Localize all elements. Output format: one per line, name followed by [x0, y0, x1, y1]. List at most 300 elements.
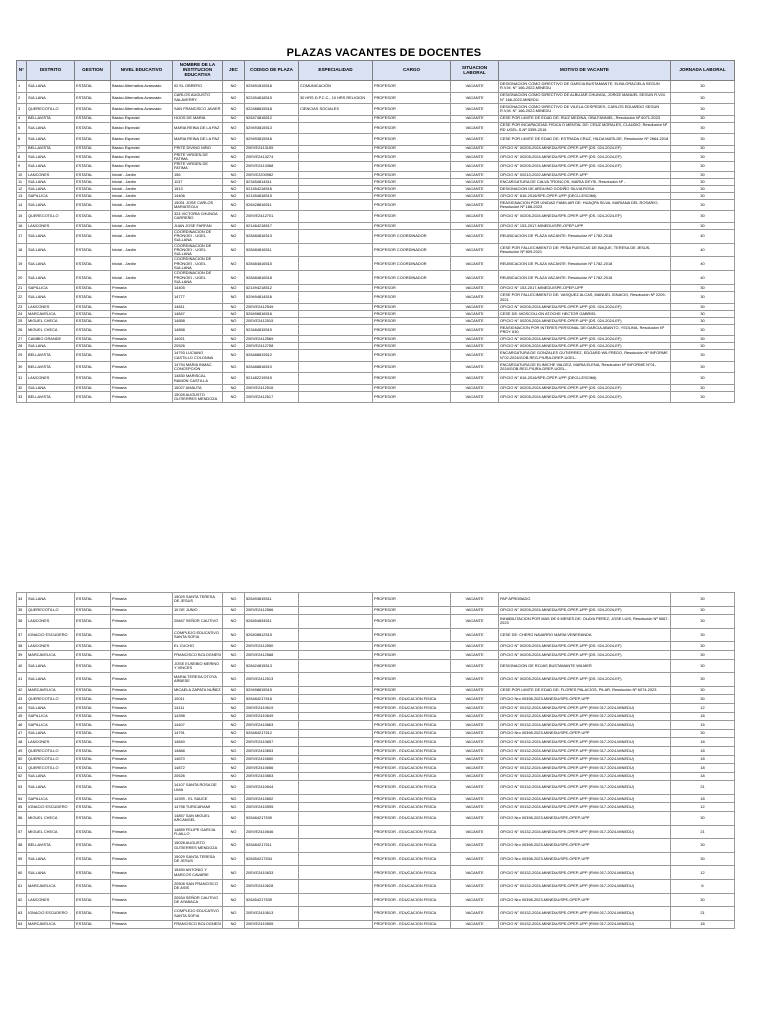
header-gestion: GESTION: [75, 61, 111, 81]
cell-nivel: Primaria: [111, 825, 173, 839]
cell-n: 9: [17, 162, 27, 172]
vacancies-table-page-1: [16, 60, 735, 403]
cell-codigo: 526493815511: [245, 593, 299, 607]
cell-motivo: REASIGNACION POR INTERES PERSONAL DE:GARCIA ABANTO, YSOLINA, Resolución Nº PROY 630: [499, 324, 671, 336]
cell-distrito: SULLANA: [27, 178, 75, 185]
cell-nivel: Primaria: [111, 893, 173, 907]
cell-motivo: OFICIO N° 00205-2024-MINEDU/SPE-OPEP-UPP (DS. 024-2024-EF): [499, 384, 671, 391]
table-row: [17, 336, 735, 343]
cell-codigo: 521454218516: [245, 185, 299, 192]
cell-institucion: 14830 MARISCAL RAMON CASTILLA: [173, 373, 223, 385]
cell-gestion: ESTATAL: [75, 738, 111, 747]
cell-jornada: 30: [671, 336, 735, 343]
cell-motivo: OFICIO N° 00205-2024-MINEDU/SPE-OPEP-UPP (DS. 024-2024-EF): [499, 152, 671, 162]
cell-n: 64: [17, 920, 27, 929]
cell-distrito: MIGUEL CHECA: [27, 812, 75, 826]
cell-motivo: OFICIO N° 00205-2024-MINEDU/SPE-OPEP-UPP (DS. 024-2024-EF): [499, 162, 671, 172]
cell-institucion: 1513: [173, 185, 223, 192]
cell-distrito: MIGUEL CHECA: [27, 317, 75, 324]
cell-institucion: SAN FRANCISCO JAVIER: [173, 104, 223, 116]
cell-gestion: ESTATAL: [75, 292, 111, 304]
cell-codigo: 20EVE2410595: [245, 803, 299, 812]
table-row: [17, 907, 735, 921]
cell-situacion: VACANTE: [451, 285, 499, 292]
cell-jornada: 18: [671, 746, 735, 755]
cell-distrito: SULLANA: [27, 852, 75, 866]
cell-motivo: REUBICACION DE PLAZA VACANTE: Resolución Nº 1782-2018: [499, 271, 671, 285]
cell-institucion: 15028 AUGUSTO GUTIERRES MENDOZA: [173, 839, 223, 853]
cell-situacion: VACANTE: [451, 271, 499, 285]
cell-distrito: QUERECOTILLO: [27, 755, 75, 764]
cell-codigo: 522454818515: [245, 92, 299, 104]
cell-institucion: 14859 FELIPE GARCIA FLAILLO: [173, 825, 223, 839]
cell-especialidad: [299, 907, 373, 921]
cell-especialidad: [299, 134, 373, 146]
cell-jornada: 40: [671, 271, 735, 285]
cell-gestion: ESTATAL: [75, 686, 111, 695]
cell-motivo: CESE DE: CHERO NAVARRO MARIA VENERANDA: [499, 628, 671, 642]
cell-n: 51: [17, 764, 27, 773]
table-row: [17, 755, 735, 764]
cell-cargo: PROFESOR - EDUCACION FISICA: [373, 721, 451, 730]
cell-jornada: 6: [671, 880, 735, 894]
cell-distrito: BELLAVISTA: [27, 391, 75, 403]
cell-jec: NO: [223, 350, 245, 362]
cell-codigo: 529493815516: [245, 134, 299, 146]
cell-situacion: VACANTE: [451, 721, 499, 730]
cell-cargo: PROFESOR: [373, 317, 451, 324]
cell-n: 6: [17, 134, 27, 146]
cell-especialidad: [299, 729, 373, 738]
cell-situacion: VACANTE: [451, 343, 499, 350]
cell-motivo: REUBICACION DE PLAZA VACANTE: Resolución Nº 1782-2018: [499, 257, 671, 271]
cell-nivel: Primaria: [111, 703, 173, 712]
cell-jornada: 18: [671, 772, 735, 781]
table-row: [17, 642, 735, 651]
cell-motivo: OFICIO N° 00132-2024-MINEDU/SPE-OPEP-UPP (RVM 017-2024-MINEDU): [499, 825, 671, 839]
cell-nivel: Primaria: [111, 755, 173, 764]
cell-cargo: PROFESOR: [373, 145, 451, 152]
cell-distrito: QUERECOTILLO: [27, 606, 75, 615]
cell-gestion: ESTATAL: [75, 781, 111, 795]
cell-especialidad: [299, 162, 373, 172]
cell-distrito: SULLANA: [27, 384, 75, 391]
table-row: [17, 145, 735, 152]
table-row: [17, 292, 735, 304]
cell-situacion: VACANTE: [451, 673, 499, 687]
cell-especialidad: [299, 391, 373, 403]
vacancies-table-page-2: [16, 592, 735, 929]
cell-codigo: 522488815518: [245, 104, 299, 116]
header-codigo: CODIGO DE PLAZA: [245, 61, 299, 81]
cell-n: 37: [17, 628, 27, 642]
cell-institucion: 14921: [173, 336, 223, 343]
cell-institucion: 20534 SEÑOR CAUTIVO DE AYABACA: [173, 893, 223, 907]
cell-codigo: 526454834511: [245, 615, 299, 629]
cell-jornada: 30: [671, 211, 735, 223]
cell-especialidad: [299, 920, 373, 929]
cell-institucion: CARLOS AUGUSTO SALAVERRY: [173, 92, 223, 104]
cell-nivel: Primaria: [111, 880, 173, 894]
cell-gestion: ESTATAL: [75, 593, 111, 607]
cell-distrito: MIGUEL CHECA: [27, 825, 75, 839]
table-row: [17, 384, 735, 391]
cell-gestion: ESTATAL: [75, 285, 111, 292]
cell-situacion: VACANTE: [451, 292, 499, 304]
table-row: [17, 721, 735, 730]
cell-cargo: PROFESOR: [373, 336, 451, 343]
cell-situacion: VACANTE: [451, 738, 499, 747]
cell-cargo: PROFESOR: [373, 650, 451, 659]
cell-institucion: HIJOS DE MARIA: [173, 115, 223, 122]
cell-gestion: ESTATAL: [75, 104, 111, 116]
cell-n: 32: [17, 384, 27, 391]
cell-gestion: ESTATAL: [75, 178, 111, 185]
cell-motivo: DESIGNACION DE ROJAS BUSTAMANTE WILMER: [499, 659, 671, 673]
cell-especialidad: [299, 695, 373, 704]
header-distrito: DISTRITO: [27, 61, 75, 81]
cell-institucion: MARIA REINA DE LA PAZ: [173, 122, 223, 134]
cell-situacion: VACANTE: [451, 185, 499, 192]
cell-gestion: ESTATAL: [75, 659, 111, 673]
page-title: PLAZAS VACANTES DE DOCENTES: [286, 47, 482, 59]
cell-institucion: 14399 - EL SAUCE: [173, 794, 223, 803]
cell-institucion: 15029 SANTA TERESA DE JESUS: [173, 852, 223, 866]
cell-situacion: VACANTE: [451, 303, 499, 310]
cell-codigo: 20EVE2412566: [245, 606, 299, 615]
cell-institucion: 14868: [173, 746, 223, 755]
cell-institucion: PRITE VIRGEN DE FATIMA: [173, 152, 223, 162]
cell-jornada: 30: [671, 650, 735, 659]
cell-motivo: OFICIO N° 00205-2024-MINEDU/SPE-OPEP-UPP (DS. 024-2024-EF): [499, 336, 671, 343]
cell-gestion: ESTATAL: [75, 145, 111, 152]
cell-situacion: VACANTE: [451, 907, 499, 921]
cell-jec: NO: [223, 192, 245, 199]
cell-jornada: 30: [671, 122, 735, 134]
cell-cargo: PROFESOR: [373, 211, 451, 223]
cell-distrito: LANCONES: [27, 171, 75, 178]
cell-gestion: ESTATAL: [75, 271, 111, 285]
cell-codigo: 20EVE2410633: [245, 866, 299, 880]
cell-gestion: ESTATAL: [75, 391, 111, 403]
cell-jornada: 12: [671, 703, 735, 712]
cell-situacion: VACANTE: [451, 211, 499, 223]
cell-nivel: Básico Alternativa-Avanzado: [111, 104, 173, 116]
cell-distrito: MARCAVELICA: [27, 880, 75, 894]
cell-distrito: BELLAVISTA: [27, 839, 75, 853]
cell-institucion: 156: [173, 171, 223, 178]
cell-distrito: IGNACIO ESCUDERO: [27, 907, 75, 921]
table-row: [17, 650, 735, 659]
cell-n: 55: [17, 803, 27, 812]
cell-codigo: 521454818515: [245, 192, 299, 199]
cell-gestion: ESTATAL: [75, 803, 111, 812]
cell-codigo: 20EVE2410613: [245, 907, 299, 921]
cell-cargo: PROFESOR - EDUCACION FISICA: [373, 738, 451, 747]
cell-cargo: PROFESOR - EDUCACION FISICA: [373, 812, 451, 826]
cell-jornada: 30: [671, 178, 735, 185]
cell-gestion: ESTATAL: [75, 243, 111, 257]
cell-cargo: PROFESOR: [373, 628, 451, 642]
table-row: [17, 115, 735, 122]
cell-jec: NO: [223, 673, 245, 687]
cell-n: 36: [17, 615, 27, 629]
cell-especialidad: [299, 659, 373, 673]
cell-situacion: VACANTE: [451, 593, 499, 607]
cell-situacion: VACANTE: [451, 310, 499, 317]
cell-motivo: CESE POR LIMITE DE EDAD DE: RUIZ MEDINA, OBA FANNIEL, Resolución Nº 6071-2023: [499, 115, 671, 122]
cell-cargo: PROFESOR: [373, 391, 451, 403]
cell-especialidad: [299, 285, 373, 292]
cell-cargo: PROFESOR - EDUCACION FISICA: [373, 839, 451, 853]
cell-jornada: 30: [671, 350, 735, 362]
cell-situacion: VACANTE: [451, 866, 499, 880]
cell-cargo: PROFESOR - EDUCACION FISICA: [373, 746, 451, 755]
cell-situacion: VACANTE: [451, 324, 499, 336]
cell-codigo: 20EVE2410653: [245, 746, 299, 755]
cell-cargo: PROFESOR: [373, 152, 451, 162]
cell-gestion: ESTATAL: [75, 642, 111, 651]
cell-gestion: ESTATAL: [75, 703, 111, 712]
cell-jornada: 40: [671, 243, 735, 257]
cell-nivel: Primaria: [111, 852, 173, 866]
table-row: [17, 615, 735, 629]
cell-cargo: PROFESOR - EDUCACION FISICA: [373, 920, 451, 929]
cell-cargo: PROFESOR - EDUCACION FISICA: [373, 794, 451, 803]
cell-cargo: PROFESOR: [373, 185, 451, 192]
cell-distrito: SULLANA: [27, 257, 75, 271]
cell-jornada: 30: [671, 303, 735, 310]
cell-codigo: 529491815516: [245, 81, 299, 93]
cell-institucion: 20526: [173, 343, 223, 350]
table-row: [17, 285, 735, 292]
cell-codigo: 20EVE2413368: [245, 162, 299, 172]
cell-distrito: LANCONES: [27, 642, 75, 651]
cell-n: 44: [17, 703, 27, 712]
cell-codigo: 20EVE2410663: [245, 772, 299, 781]
cell-codigo: 526488816510: [245, 361, 299, 373]
cell-institucion: COMPLEJO EDUCATIVO SANTA SOFIA: [173, 907, 223, 921]
cell-cargo: PROFESOR: [373, 285, 451, 292]
cell-situacion: VACANTE: [451, 391, 499, 403]
cell-distrito: BELLAVISTA: [27, 361, 75, 373]
cell-gestion: ESTATAL: [75, 324, 111, 336]
cell-jornada: 21: [671, 825, 735, 839]
cell-codigo: 20EVE2410644: [245, 781, 299, 795]
cell-motivo: OFICIO Nro 00398-2023-MINEDU/SPE-OPEP-UPP: [499, 695, 671, 704]
cell-jec: NO: [223, 825, 245, 839]
cell-cargo: PROFESOR - EDUCACION FISICA: [373, 764, 451, 773]
cell-jornada: 30: [671, 324, 735, 336]
cell-jornada: 30: [671, 852, 735, 866]
table-row: [17, 171, 735, 178]
cell-jec: NO: [223, 907, 245, 921]
cell-jec: NO: [223, 271, 245, 285]
cell-motivo: OFICIO N° 00205-2024-MINEDU/SPE-OPEP-UPP (DS. 024-2024-EF): [499, 303, 671, 310]
cell-cargo: PROFESOR - EDUCACION FISICA: [373, 893, 451, 907]
cell-cargo: PROFESOR: [373, 134, 451, 146]
cell-cargo: PROFESOR - EDUCACION FISICA: [373, 772, 451, 781]
cell-jec: NO: [223, 134, 245, 146]
cell-gestion: ESTATAL: [75, 384, 111, 391]
cell-jec: NO: [223, 893, 245, 907]
cell-jec: NO: [223, 866, 245, 880]
cell-institucion: 10011: [173, 695, 223, 704]
cell-n: 22: [17, 292, 27, 304]
cell-motivo: OFICIO N° 00132-2024-MINEDU/SPE-OPEP-UPP (RVM 017-2024-MINEDU): [499, 772, 671, 781]
cell-motivo: OFICIO Nro 00398-2023-MINEDU/SPE-OPEP-UPP: [499, 729, 671, 738]
cell-nivel: Básico Especial: [111, 145, 173, 152]
cell-jec: NO: [223, 324, 245, 336]
cell-jornada: 30: [671, 317, 735, 324]
cell-gestion: ESTATAL: [75, 229, 111, 243]
cell-n: 2: [17, 92, 27, 104]
header-cargo: CARGO: [373, 61, 451, 81]
cell-jornada: 30: [671, 104, 735, 116]
cell-cargo: PROFESOR: [373, 171, 451, 178]
cell-n: 30: [17, 361, 27, 373]
cell-institucion: 14798 TURICARAMI: [173, 803, 223, 812]
cell-situacion: VACANTE: [451, 162, 499, 172]
cell-distrito: SULLANA: [27, 729, 75, 738]
cell-situacion: VACANTE: [451, 772, 499, 781]
cell-gestion: ESTATAL: [75, 199, 111, 211]
cell-especialidad: [299, 373, 373, 385]
cell-n: 13: [17, 192, 27, 199]
table-row: [17, 839, 735, 853]
cell-jornada: 30: [671, 192, 735, 199]
cell-institucion: 14857 SAN MIGUEL ARCANGEL: [173, 812, 223, 826]
cell-cargo: PROFESOR - EDUCACION FISICA: [373, 852, 451, 866]
cell-institucion: 14811: [173, 303, 223, 310]
cell-nivel: Primaria: [111, 695, 173, 704]
table-row: [17, 852, 735, 866]
cell-jornada: 30: [671, 115, 735, 122]
cell-nivel: Básico Especial: [111, 134, 173, 146]
cell-codigo: 20EVE2410656: [245, 764, 299, 773]
cell-cargo: PROFESOR: [373, 593, 451, 607]
cell-situacion: VACANTE: [451, 222, 499, 229]
cell-n: 62: [17, 893, 27, 907]
table-row: [17, 211, 735, 223]
cell-institucion: 14872: [173, 764, 223, 773]
cell-codigo: 526484217539: [245, 812, 299, 826]
table-row: [17, 303, 735, 310]
cell-motivo: OFICIO N° 00132-2024-MINEDU/SPE-OPEP-UPP (RVM 017-2024-MINEDU): [499, 703, 671, 712]
cell-gestion: ESTATAL: [75, 880, 111, 894]
cell-institucion: 14840: [173, 738, 223, 747]
cell-codigo: 523454814511: [245, 178, 299, 185]
cell-especialidad: [299, 721, 373, 730]
cell-codigo: 526484217516: [245, 695, 299, 704]
cell-especialidad: [299, 336, 373, 343]
cell-especialidad: [299, 292, 373, 304]
cell-n: 60: [17, 866, 27, 880]
cell-codigo: 528484816511: [245, 243, 299, 257]
cell-nivel: Primaria: [111, 839, 173, 853]
cell-cargo: PROFESOR - EDUCACION FISICA: [373, 866, 451, 880]
cell-especialidad: [299, 222, 373, 229]
cell-nivel: Básico Especial: [111, 122, 173, 134]
cell-distrito: CAMBIO GRANDE: [27, 336, 75, 343]
cell-nivel: Inicial - Jardín: [111, 271, 173, 285]
cell-jornada: 30: [671, 593, 735, 607]
cell-especialidad: [299, 192, 373, 199]
cell-nivel: Primaria: [111, 794, 173, 803]
table-row: [17, 695, 735, 704]
cell-gestion: ESTATAL: [75, 336, 111, 343]
cell-situacion: VACANTE: [451, 92, 499, 104]
cell-nivel: Inicial - Jardín: [111, 243, 173, 257]
cell-jec: NO: [223, 755, 245, 764]
cell-motivo: OFICIO Nro 00398-2023-MINEDU/SPE-OPEP-UPP: [499, 852, 671, 866]
cell-jornada: 12: [671, 866, 735, 880]
cell-n: 17: [17, 229, 27, 243]
cell-gestion: ESTATAL: [75, 712, 111, 721]
cell-nivel: Primaria: [111, 686, 173, 695]
cell-n: 40: [17, 659, 27, 673]
cell-distrito: SAPILLICA: [27, 721, 75, 730]
cell-nivel: Primaria: [111, 659, 173, 673]
cell-situacion: VACANTE: [451, 104, 499, 116]
cell-institucion: MARIA TERESA OTOYA ARBESE: [173, 673, 223, 687]
cell-codigo: 20EVE2410649: [245, 712, 299, 721]
cell-n: 14: [17, 199, 27, 211]
cell-situacion: VACANTE: [451, 178, 499, 185]
cell-jornada: 30: [671, 606, 735, 615]
header-jornada: JORNADA LABORAL: [671, 61, 735, 81]
cell-distrito: LANCONES: [27, 615, 75, 629]
cell-codigo: 528484816518: [245, 271, 299, 285]
cell-codigo: 20EVE2410663: [245, 721, 299, 730]
cell-situacion: VACANTE: [451, 659, 499, 673]
cell-especialidad: [299, 115, 373, 122]
cell-distrito: SULLANA: [27, 162, 75, 172]
cell-jec: NO: [223, 721, 245, 730]
cell-jec: NO: [223, 310, 245, 317]
cell-nivel: Primaria: [111, 336, 173, 343]
cell-nivel: Primaria: [111, 866, 173, 880]
cell-institucion: 14847: [173, 310, 223, 317]
cell-cargo: PROFESOR - EDUCACION FISICA: [373, 712, 451, 721]
cell-jec: NO: [223, 257, 245, 271]
cell-nivel: Primaria: [111, 721, 173, 730]
cell-motivo: OFICIO N° 00205-2024-MINEDU/SPE-OPEP-UPP (DS. 024-2024-EF): [499, 211, 671, 223]
cell-jornada: 30: [671, 162, 735, 172]
cell-codigo: 526428816511: [245, 199, 299, 211]
cell-motivo: OFICIO N° 00132-2024-MINEDU/SPE-OPEP-UPP (RVM 017-2024-MINEDU): [499, 781, 671, 795]
table-row: [17, 812, 735, 826]
cell-jec: NO: [223, 391, 245, 403]
cell-distrito: SULLANA: [27, 271, 75, 285]
cell-distrito: BELLAVISTA: [27, 350, 75, 362]
cell-n: 27: [17, 336, 27, 343]
cell-especialidad: [299, 712, 373, 721]
cell-distrito: MARCAVELICA: [27, 686, 75, 695]
cell-cargo: PROFESOR: [373, 324, 451, 336]
table-row: [17, 686, 735, 695]
cell-nivel: Básico Alternativa-Avanzado: [111, 81, 173, 93]
cell-codigo: 521464218517: [245, 222, 299, 229]
cell-codigo: 20EVE2200982: [245, 171, 299, 178]
cell-motivo: OFICIO N° 00205-2024-MINEDU/SPE-OPEP-UPP (DS. 024-2024-EF): [499, 606, 671, 615]
cell-motivo: OFICIO N° 00132-2024-MINEDU/SPE-OPEP-UPP (RVM 017-2024-MINEDU): [499, 866, 671, 880]
cell-gestion: ESTATAL: [75, 361, 111, 373]
cell-situacion: VACANTE: [451, 122, 499, 134]
cell-cargo: PROFESOR - EDUCACION FISICA: [373, 907, 451, 921]
cell-codigo: 20EVE2412549: [245, 303, 299, 310]
cell-jornada: 30: [671, 145, 735, 152]
